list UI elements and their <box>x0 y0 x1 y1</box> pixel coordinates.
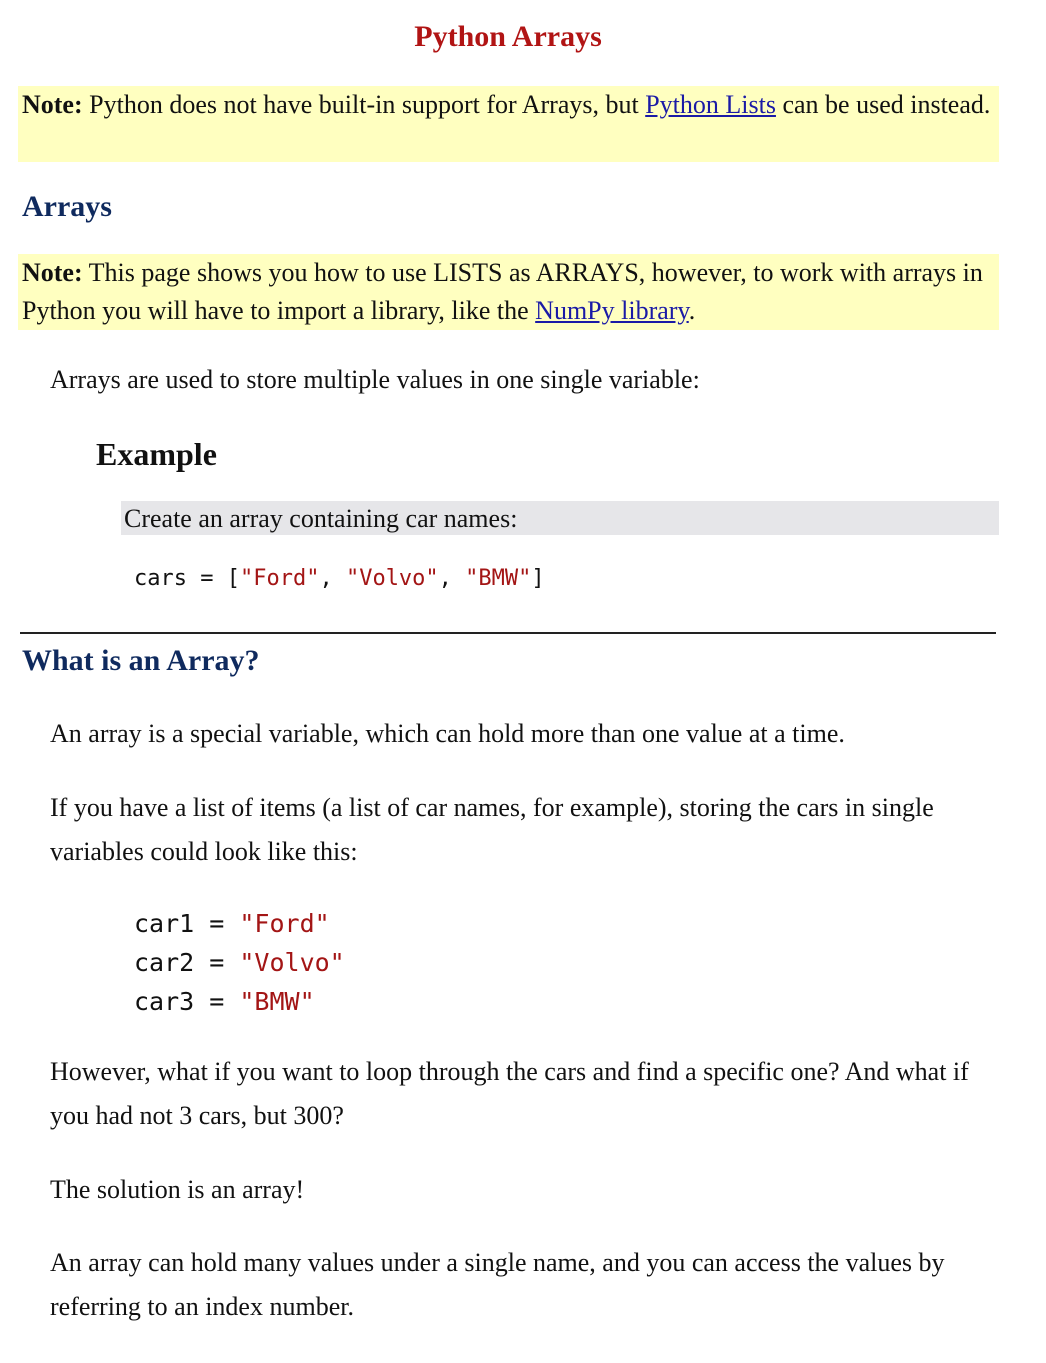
code-string: "Ford" <box>239 909 330 938</box>
code-line <box>134 904 345 943</box>
note-text-before: Python does not have built-in support for Arrays, but <box>82 90 646 119</box>
code-line <box>134 943 345 982</box>
code-string: "Volvo" <box>345 566 439 591</box>
code-text: , <box>319 566 346 591</box>
code-text: ] <box>531 566 545 591</box>
code-text: car3 = <box>134 987 240 1016</box>
paragraph-loop-question: However, what if you want to loop through the cars and find a specific one? And what if you had not 3 cars, but 300? <box>50 1057 969 1130</box>
code-string: "Volvo" <box>239 948 345 977</box>
example-caption: Create an array containing car names: <box>121 501 999 535</box>
code-string: "BMW" <box>465 566 532 591</box>
note-label: Note: <box>22 90 83 119</box>
note-text-after: . <box>688 296 696 325</box>
paragraph-definition: An array is a special variable, which can hold more than one value at a time. <box>50 719 845 748</box>
variables-code-block <box>134 904 345 1021</box>
note-box-lists <box>18 86 999 162</box>
code-text: car2 = <box>134 948 240 977</box>
paragraph-solution: The solution is an array! <box>50 1175 305 1204</box>
paragraph-list-example: If you have a list of items (a list of car names, for example), storing the cars in single variables could look like this: <box>50 793 934 866</box>
note-box-numpy <box>18 254 999 330</box>
note-label: Note: <box>22 258 83 287</box>
section-heading-arrays: Arrays <box>22 190 112 223</box>
note-text-before: This page shows you how to use LISTS as ARRAYS, however, to work with arrays in Python you will have to import a library, like the <box>22 258 983 325</box>
code-text: car1 = <box>134 909 240 938</box>
numpy-library-link[interactable]: NumPy library <box>535 296 689 325</box>
code-text: cars = [ <box>134 566 240 591</box>
horizontal-divider <box>20 632 996 634</box>
section-heading-what-is-array: What is an Array? <box>22 644 260 677</box>
python-lists-link[interactable]: Python Lists <box>645 90 776 119</box>
code-string: "Ford" <box>239 566 320 591</box>
code-text: , <box>438 566 466 591</box>
paragraph-index-access: An array can hold many values under a single name, and you can access the values by referring to an index number. <box>50 1248 945 1321</box>
code-string: "BMW" <box>239 987 315 1016</box>
page-title: Python Arrays <box>414 20 602 53</box>
intro-paragraph: Arrays are used to store multiple values in one single variable: <box>50 365 700 394</box>
example-heading: Example <box>96 436 217 472</box>
example-code <box>134 562 545 596</box>
code-line <box>134 982 345 1021</box>
note-text-after: can be used instead. <box>775 90 991 119</box>
